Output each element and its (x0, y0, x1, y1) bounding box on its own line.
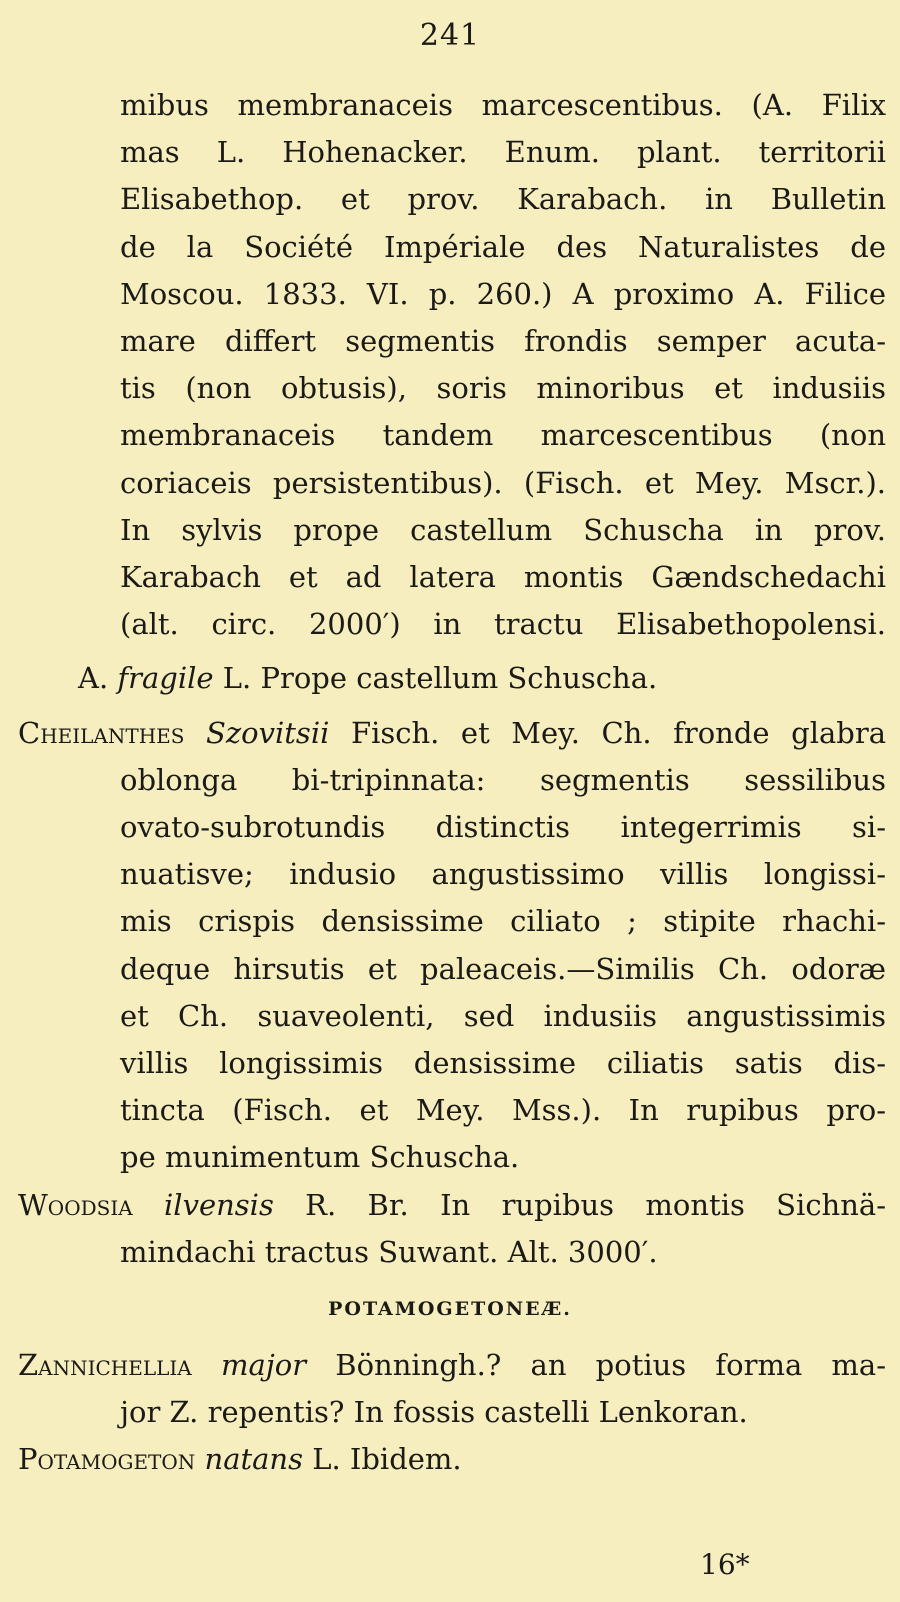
text-line: tis (non obtusis), soris minoribus et indusiis (120, 371, 886, 406)
text-line: deque hirsutis et paleaceis.—Similis Ch. odoræ (120, 951, 886, 986)
entry-text: L. Prope castellum Schuscha. (213, 661, 658, 696)
page-number: 241 (419, 18, 481, 53)
genus-abbreviation: A. (78, 661, 109, 696)
species-name: Szovitsii (206, 715, 330, 750)
signature-mark: 16* (700, 1548, 750, 1581)
entry-text: Bönningh.? an potius forma ma- (306, 1348, 887, 1383)
species-name: major (220, 1348, 307, 1383)
section-heading: POTAMOGETONEÆ. (328, 1298, 572, 1321)
genus-name: Cheilanthes (18, 715, 185, 750)
text-line: oblonga bi-tripinnata: segmentis sessilibus (120, 762, 886, 797)
text-line: membranaceis tandem marcescentibus (non (120, 418, 886, 453)
entry-first-line (0, 1182, 900, 1229)
genus-name: Zannichellia (18, 1348, 192, 1383)
genus-name: Potamogeton (18, 1442, 196, 1477)
text-line: In sylvis prope castellum Schuscha in prov. (120, 512, 886, 547)
entry-potamogeton (0, 1436, 900, 1483)
text-line: Moscou. 1833. VI. p. 260.) A proximo A. Filice (120, 276, 886, 311)
text-line: tincta (Fisch. et Mey. Mss.). In rupibus pro- (120, 1093, 886, 1128)
genus-name: Woodsia (18, 1187, 133, 1222)
text-line: mare differt segmentis frondis semper acuta- (120, 324, 886, 359)
entry-cheilanthes (0, 710, 900, 1182)
intro-paragraph (0, 82, 900, 648)
entry-woodsia (0, 1182, 900, 1276)
text-line: ovato-subrotundis distinctis integerrimis si- (120, 810, 886, 845)
species-name: ilvensis (164, 1187, 274, 1222)
entry-text: R. Br. In rupibus montis Sichnä- (273, 1187, 887, 1222)
page-body (0, 82, 900, 1484)
text-line: villis longissimis densissime ciliatis satis dis- (120, 1046, 886, 1081)
entry-first-line (0, 710, 900, 757)
text-line: mas L. Hohenacker. Enum. plant. territorii (120, 135, 886, 170)
entry-asplenium-fragile (0, 655, 900, 702)
species-name: natans (204, 1442, 303, 1477)
text-line: mis crispis densissime ciliato ; stipite rhachi- (120, 904, 886, 939)
entry-text: Fisch. et Mey. Ch. fronde glabra (329, 715, 886, 750)
text-line: mindachi tractus Suwant. Alt. 3000′. (120, 1234, 658, 1269)
text-line: jor Z. repentis? In fossis castelli Lenkoran. (120, 1395, 748, 1430)
text-line: et Ch. suaveolenti, sed indusiis angustissimis (120, 998, 886, 1033)
text-line: nuatisve; indusio angustissimo villis longissi- (120, 857, 886, 892)
text-line: de la Société Impériale des Naturalistes de (120, 229, 886, 264)
text-line: mibus membranaceis marcescentibus. (A. Filix (120, 88, 886, 122)
entry-zannichellia (0, 1342, 900, 1436)
species-name: fragile (117, 661, 214, 696)
text-line: (alt. circ. 2000′) in tractu Elisabethopolensi. (120, 607, 886, 642)
text-line: coriaceis persistentibus). (Fisch. et Mey. Mscr.). (120, 465, 886, 500)
text-line: pe munimentum Schuscha. (120, 1140, 520, 1175)
entry-first-line (0, 1342, 900, 1389)
entry-text: L. Ibidem. (303, 1442, 462, 1477)
text-line: Elisabethop. et prov. Karabach. in Bulletin (120, 182, 886, 217)
text-line: Karabach et ad latera montis Gændschedachi (120, 560, 886, 595)
